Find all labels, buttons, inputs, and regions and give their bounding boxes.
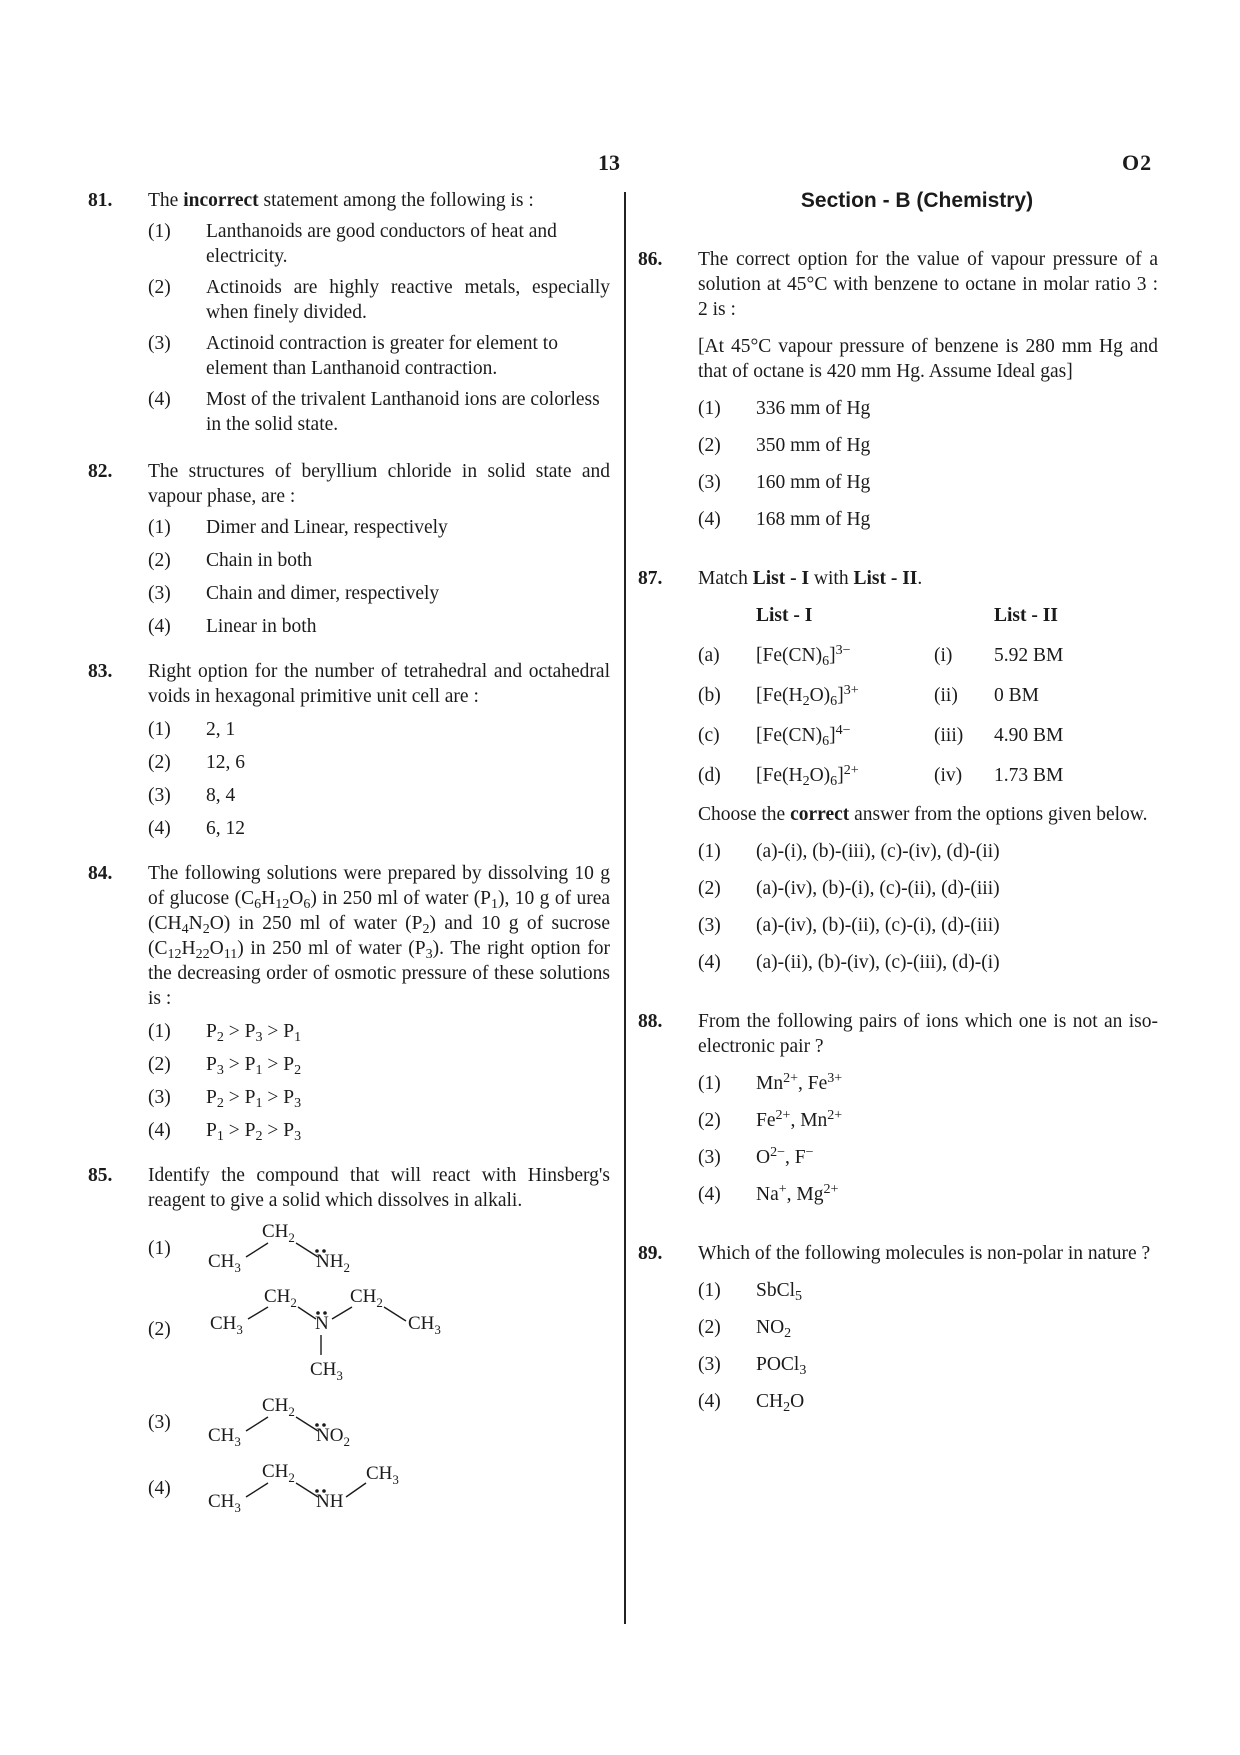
option-4[interactable]: (4) (a)-(ii), (b)-(iv), (c)-(iii), (d)-(i) [698,952,1000,973]
question-84 [88,861,610,1143]
question-stem: The incorrect statement among the following is : [148,190,534,211]
question-81 [88,188,610,437]
option-2[interactable]: (2) $Fe^{2+}$, $Mn^{2+}$ [698,1106,843,1131]
option-3[interactable]: (3) $CH_3$ $CH_2$ $NO_2$ [148,1393,610,1451]
option-2[interactable]: (2) 12, 6 [148,752,245,773]
question-number: 84. [88,863,113,884]
question-number: 88. [638,1011,663,1032]
section-title: Section - B (Chemistry) [800,189,1034,212]
match-row-c: (c) $[Fe(CN)_6]^{4-}$ (iii) 4.90 BM [698,721,1064,749]
option-3[interactable]: (3) 8, 4 [148,785,236,806]
svg-text:CH3: $CH_3$ [208,1251,241,1275]
svg-text:CH2: $CH_2$ [262,1461,295,1485]
question-89 [638,1241,1158,1414]
option-1[interactable]: (1) $Mn^{2+}$, $Fe^{3+}$ [698,1069,843,1094]
option-4[interactable]: (4) $CH_3$ $CH_2$ NH $CH_3$ [148,1459,610,1517]
option-4[interactable]: (4) 168 mm of Hg [698,509,871,530]
svg-text:CH2: $CH_2$ [262,1395,295,1419]
option-3[interactable]: (3) $P_2 > P_1 > P_3$ [148,1087,302,1111]
option-1[interactable]: (1) $CH_3$ $CH_2$ $NH_2$ [148,1219,610,1277]
svg-text:NH: NH [316,1491,344,1512]
question-83 [88,659,610,841]
option-2[interactable]: (2) $NO_2$ [698,1317,792,1341]
choose-instruction: Choose the correct answer from the options given below. [698,804,1148,825]
option-1[interactable]: (1) SbCl$_5$ [698,1280,803,1304]
option-1[interactable]: (1) 2, 1 [148,719,236,740]
question-86 [638,247,1158,532]
svg-text:N: N [315,1313,329,1334]
option-4[interactable]: (4) $P_1 > P_2 > P_3$ [148,1120,302,1144]
question-number: 81. [88,190,113,211]
structure-nitroethane [206,1393,406,1451]
question-stem: Which of the following molecules is non-polar in nature ? [698,1243,1151,1264]
option-2[interactable]: (2) Chain in both [148,550,313,571]
list-1-heading: List - I [756,605,813,626]
option-4[interactable]: (4) 6, 12 [148,818,245,839]
option-3[interactable]: (3) 160 mm of Hg [698,472,871,493]
question-stem: The following solutions were prepared by dissolving 10 g of glucose $(C_6H_{12}O_6)$ in 250 ml of water $(P_1)$, 10 g of urea $(CH_4N_2O)$ in 250 ml of water $(P_2)$ and 10 g of sucrose $(C_{12}H_{22}O_{11})$ in 250 ml of water $(P_3)$. The right option for the decreasing order of osmotic pressure of these solutions is : [148,863,611,1009]
option-3[interactable]: (3) $O^{2-}$, F− [698,1143,814,1168]
question-stem: Match List - I with List - II. [698,568,923,589]
question-stem: The structures of beryllium chloride in solid state and vapour phase, are : [148,461,610,507]
structure-n-methyl-diethylamine [206,1285,466,1385]
list-2-heading: List - II [994,605,1058,626]
option-2[interactable]: (2) $P_3 > P_1 > P_2$ [148,1054,302,1078]
structure-n-methylethylamine [206,1459,436,1517]
question-85 [88,1163,610,1517]
option-3[interactable]: (3) Actinoid contraction is greater for element to element than Lanthanoid contraction. [148,333,558,379]
option-3[interactable]: (3) POCl$_3$ [698,1354,807,1378]
left-column [88,188,610,1533]
question-number: 87. [638,568,663,589]
question-note: [At 45°C vapour pressure of benzene is 280 mm Hg and that of octane is 420 mm Hg. Assume Ideal gas] [698,336,1158,382]
option-1[interactable]: (1) (a)-(i), (b)-(iii), (c)-(iv), (d)-(ii) [698,841,1000,862]
question-number: 89. [638,1243,663,1264]
page-number: 13 [598,150,620,175]
option-4[interactable]: (4) Na+, $Mg^{2+}$ [698,1180,839,1205]
svg-text:CH3: $CH_3$ [408,1313,441,1337]
svg-text:CH3: $CH_3$ [366,1463,399,1487]
option-2[interactable]: (2) Actinoids are highly reactive metals, especially when finely divided. [148,277,610,323]
svg-text:CH3: $CH_3$ [210,1313,243,1337]
question-88 [638,1009,1158,1207]
match-row-b: (b) $[Fe(H_2O)_6]^{3+}$ (ii) 0 BM [698,681,1039,709]
option-1[interactable]: (1) 336 mm of Hg [698,398,871,419]
right-column [638,188,1158,1430]
question-number: 83. [88,661,113,682]
question-82 [88,459,610,639]
svg-text:CH3: $CH_3$ [310,1359,343,1383]
option-4[interactable]: (4) Linear in both [148,616,317,637]
option-1[interactable]: (1) Lanthanoids are good conductors of heat and electricity. [148,221,557,267]
match-list-header [698,603,1158,628]
svg-text:CH2: $CH_2$ [350,1286,383,1310]
svg-text:NH2: $NH_2$ [316,1251,350,1275]
svg-text:CH2: $CH_2$ [262,1221,295,1245]
option-2[interactable]: (2) (a)-(iv), (b)-(i), (c)-(ii), (d)-(iii) [698,878,1000,899]
question-number: 82. [88,461,113,482]
option-3[interactable]: (3) (a)-(iv), (b)-(ii), (c)-(i), (d)-(iii) [698,915,1000,936]
question-number: 86. [638,249,663,270]
structure-ethylamine [206,1219,406,1277]
option-1[interactable]: (1) $P_2 > P_3 > P_1$ [148,1021,302,1045]
svg-text:CH3: $CH_3$ [208,1491,241,1515]
question-stem: From the following pairs of ions which one is not an iso-electronic pair ? [698,1011,1158,1057]
svg-text:CH3: $CH_3$ [208,1425,241,1449]
question-87 [638,566,1158,975]
option-2[interactable]: (2) 350 mm of Hg [698,435,871,456]
svg-text:CH2: $CH_2$ [264,1286,297,1310]
option-1[interactable]: (1) Dimer and Linear, respectively [148,517,448,538]
svg-text:NO2: $NO_2$ [316,1425,350,1449]
option-2[interactable]: (2) $CH_3$ $CH_2$ N $CH_2$ $CH_3$ $CH_3$ [148,1285,610,1385]
option-4[interactable]: (4) $CH_2O$ [698,1391,805,1415]
question-stem: Identify the compound that will react with Hinsberg's reagent to give a solid which dissolves in alkali. [148,1165,610,1211]
option-4[interactable]: (4) Most of the trivalent Lanthanoid ions are colorless in the solid state. [148,389,600,435]
match-row-a: (a) $[Fe(CN)_6]^{3-}$ (i) 5.92 BM [698,641,1064,669]
question-stem: The correct option for the value of vapour pressure of a solution at 45°C with benzene to octane in molar ratio 3 : 2 is : [698,249,1158,320]
paper-code: O2 [1122,150,1153,175]
column-divider [624,192,626,1624]
question-stem: Right option for the number of tetrahedral and octahedral voids in hexagonal primitive unit cell are : [148,661,610,707]
option-3[interactable]: (3) Chain and dimer, respectively [148,583,440,604]
match-row-d: (d) $[Fe(H_2O)_6]^{2+}$ (iv) 1.73 BM [698,761,1064,789]
question-number: 85. [88,1165,113,1186]
